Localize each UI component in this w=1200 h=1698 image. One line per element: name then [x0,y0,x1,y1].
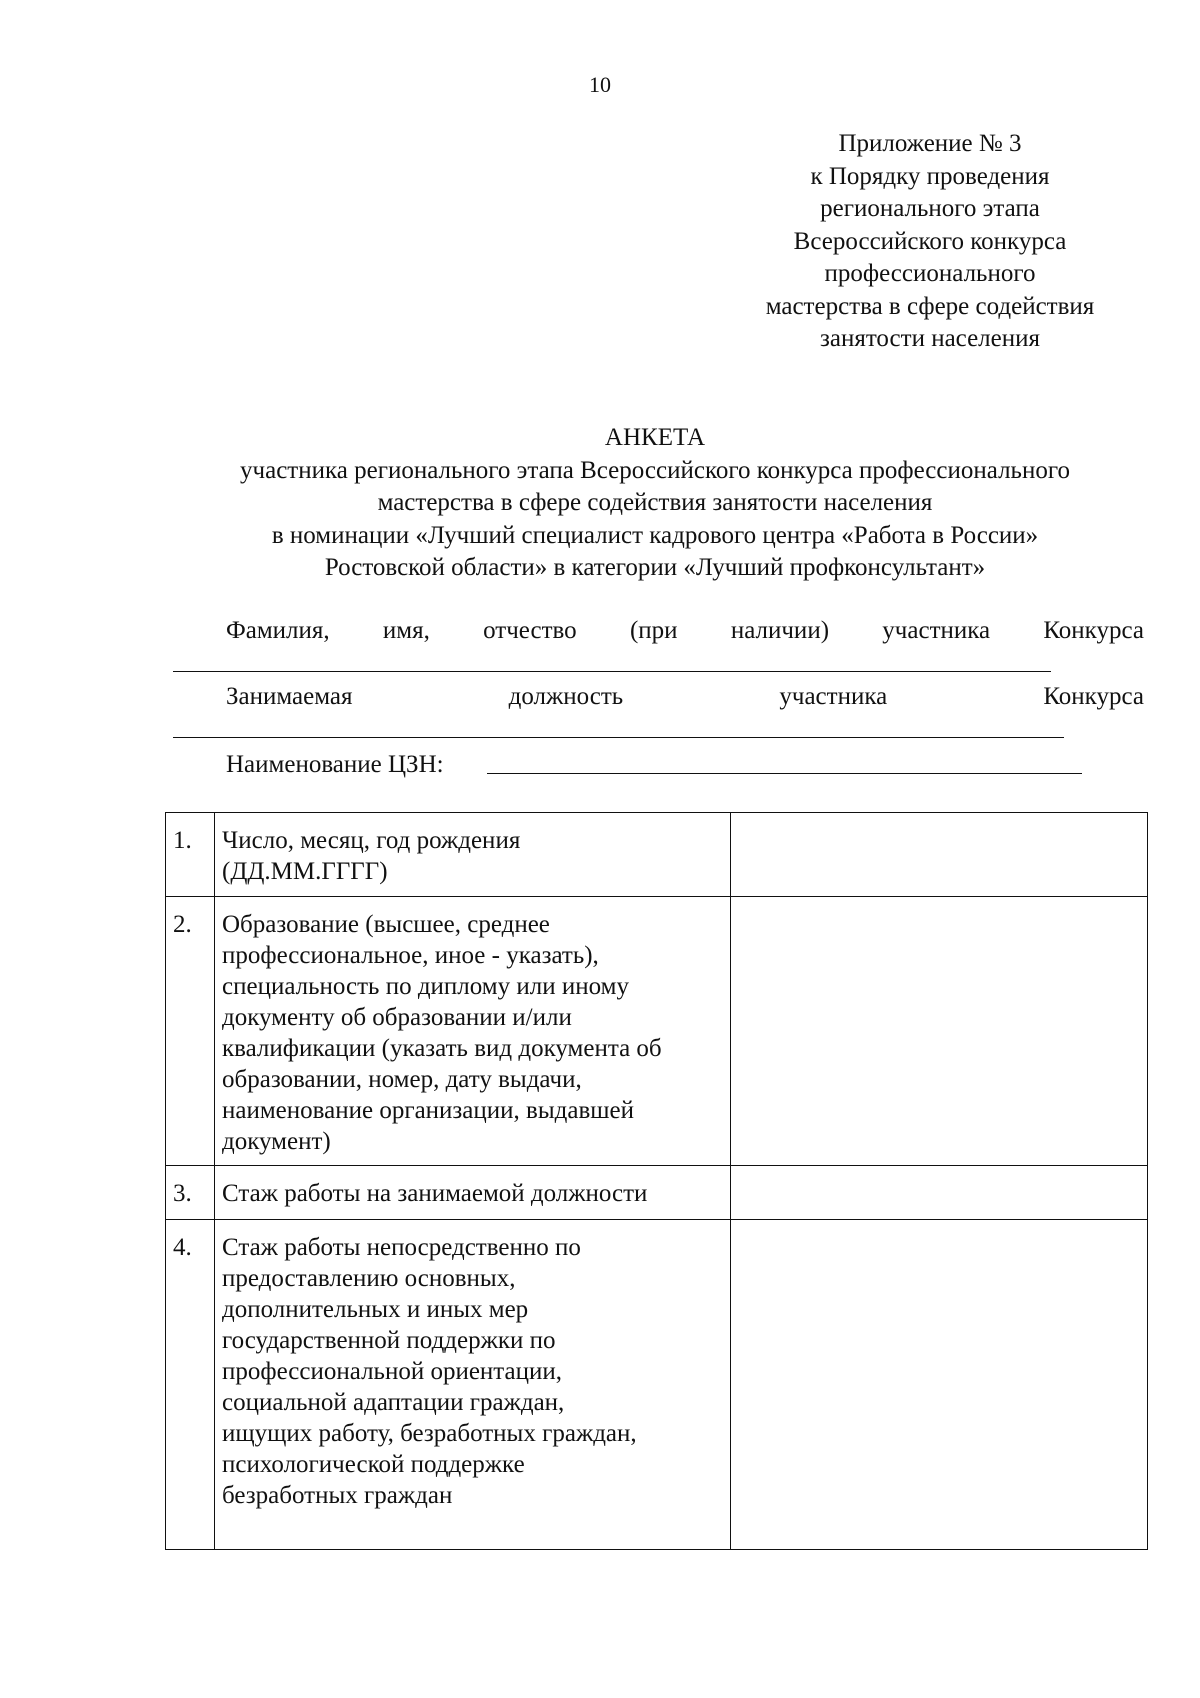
form-title-line: Ростовской области» в категории «Лучший профконсультант» [324,554,986,581]
table-row [166,897,1148,1166]
label-word: Конкурса [1043,683,1144,710]
form-title-line: участника регионального этапа Всероссийского конкурса профессионального [240,456,1070,484]
row-number: 3. [166,1166,215,1220]
row-answer-cell[interactable] [731,813,1148,897]
czn-label: Наименование ЦЗН: [226,751,444,778]
row-question: Стаж работы на занимаемой должности [215,1166,731,1220]
row-question: Стаж работы непосредственно по предоставлению основных, дополнительных и иных мер государственной поддержки по профессиональной ориентации, социальной адаптации граждан, ищущих работу, безработных граждан, психологической поддержке безработных граждан [215,1220,731,1550]
row-number: 1. [166,813,215,897]
appendix-line: к Порядку проведения [810,162,1050,190]
row-answer-cell[interactable] [731,1220,1148,1550]
form-title-line: в номинации «Лучший специалист кадрового центра «Работа в России» [271,521,1039,549]
row-number: 4. [166,1220,215,1550]
label-word: имя, [382,617,430,644]
label-word: отчество [483,617,577,644]
czn-input-line[interactable] [487,773,1082,774]
appendix-line: Всероссийского конкурса [793,227,1067,255]
label-word: участника [882,617,991,644]
appendix-line: регионального этапа [820,195,1040,222]
table-row [166,1166,1148,1220]
page-number: 10 [589,72,611,97]
full-name-input-line[interactable] [173,671,1051,672]
label-word: Конкурса [1043,617,1144,644]
position-input-line[interactable] [173,737,1064,738]
label-word: Занимаемая [226,683,353,710]
label-word: участника [779,683,888,710]
row-answer-cell[interactable] [731,897,1148,1166]
appendix-line: занятости населения [819,325,1041,352]
form-heading: АНКЕТА [604,424,706,451]
full-name-label [226,616,1144,646]
appendix-line: мастерства в сфере содействия [765,292,1095,320]
table-row [166,813,1148,897]
label-word: наличии) [730,617,830,644]
row-number: 2. [166,897,215,1166]
position-label [226,682,1144,712]
row-question: Образование (высшее, среднее профессиональное, иное - указать), специальность по диплому или иному документу об образовании и/или квалификации (указать вид документа об образовании, номер, дату выдачи, наименование организации, выдавшей документ) [215,897,731,1166]
form-title-line: мастерства в сфере содействия занятости населения [377,489,933,516]
form-title [130,422,1180,585]
questionnaire-table [165,812,1148,1550]
label-word: должность [508,683,624,710]
appendix-line: профессионального [824,260,1036,287]
table-row [166,1220,1148,1550]
appendix-header [720,128,1140,356]
appendix-line: Приложение № 3 [838,130,1022,157]
label-word: Фамилия, [226,617,330,644]
row-question: Число, месяц, год рождения (ДД.ММ.ГГГГ) [215,813,731,897]
row-answer-cell[interactable] [731,1166,1148,1220]
label-word: (при [629,617,678,644]
